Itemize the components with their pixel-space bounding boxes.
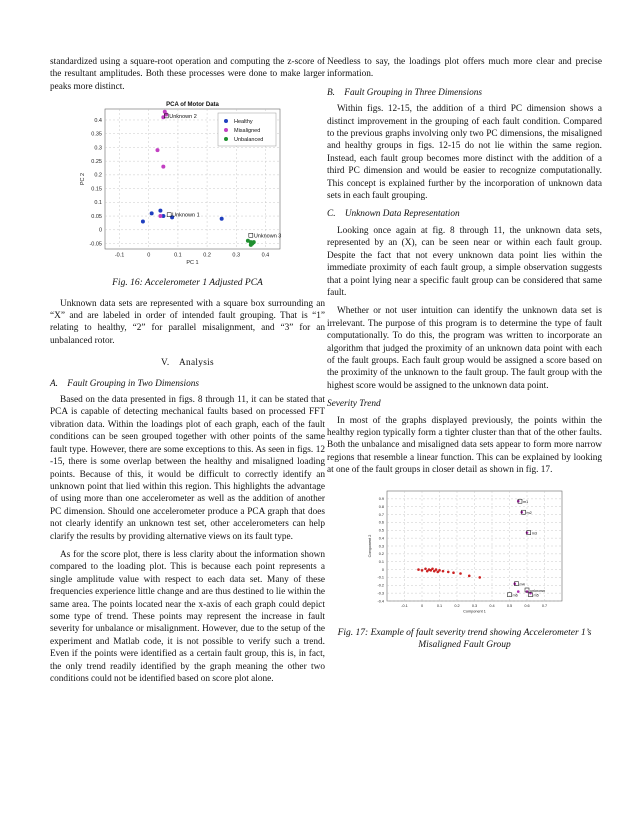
y-tick-label: -0.4 bbox=[377, 598, 384, 603]
paragraph: As for the score plot, there is less clarity about the information shown compared to the loading plot. This is because each point represents a single amplitude value with respect to each data set. Many of these frequencies experience little change and are thus destined to lie within the same area. The points located near the x-axis of each graph could depict some type of trend. These points may represent the increase in fault severity for unbalance or misalignment. However, due to the setup of the experiment and Matlab code, it is not possible to verify such a trend. Even if the points were identified as a certain fault group, this is, in fact, the only trend readily identified by the graph meaning the other two conditions could not be identified based on score plot alone. bbox=[50, 549, 325, 684]
severity-trend-heading: Severity Trend bbox=[327, 399, 381, 410]
y-tick-label: 0.3 bbox=[94, 145, 102, 152]
figure-16 bbox=[50, 99, 325, 277]
data-point bbox=[150, 212, 154, 216]
left-column bbox=[50, 56, 325, 691]
data-point bbox=[249, 243, 253, 247]
legend-marker bbox=[224, 137, 228, 141]
y-tick-label: 0.1 bbox=[378, 559, 384, 564]
x-tick-label: 0.3 bbox=[232, 252, 241, 259]
annotation-label: m2 bbox=[526, 510, 532, 515]
data-point bbox=[252, 240, 256, 244]
data-point bbox=[156, 148, 160, 152]
y-tick-label: 0.2 bbox=[94, 172, 102, 179]
annotation-label: Unknown 2 bbox=[169, 114, 197, 121]
x-tick-label: 0.2 bbox=[203, 252, 211, 259]
x-tick-label: 0.4 bbox=[489, 603, 495, 608]
data-point bbox=[161, 165, 165, 169]
y-tick-label: 0.4 bbox=[94, 118, 102, 125]
paragraph: Unknown data sets are represented with a square box surrounding an “X” and are labeled in order of intended fault grouping. That is “1” relating to healthy, “2” for parallel misalignment, and “3” for an unbalanced rotor. bbox=[50, 298, 325, 346]
data-point bbox=[220, 217, 224, 221]
y-tick-label: 0.9 bbox=[378, 496, 384, 501]
x-tick-label: -0.1 bbox=[401, 603, 408, 608]
data-point bbox=[424, 567, 427, 570]
legend-entry: Healthy bbox=[234, 119, 253, 126]
x-tick-label: 0 bbox=[420, 603, 424, 608]
subsection-heading-c: C. Unknown Data Representation bbox=[327, 209, 460, 220]
annotation-label: m4 bbox=[519, 582, 525, 587]
x-tick-label: 0.3 bbox=[471, 603, 478, 608]
paragraph: In most of the graphs displayed previously, the points within the healthy region typically form a tighter cluster than that of the other faults. Both the unbalance and misaligned data sets appear to form more narrow regions that resemble a linear function. This can be explained by looking at one of the fault groups in closer detail as shown in fig. 17. bbox=[327, 415, 602, 476]
paragraph: Based on the data presented in figs. 8 through 11, it can be stated that PCA is capable of detecting mechanical faults based on processed FFT vibration data. Within the loadings plot of each graph, each of the fault conditions can be seen grouped together with other points of the same fault type. However, there are some exceptions to this. As seen in figs. 12 -15, there is some overlap between the healthy and misaligned loading points. Because of this, it would be difficult to correctly identify an unknown point that lied within this region. This highlights the advantage of using more than one accelerometer as well as the addition of another PC dimension. Should one accelerometer produce a PCA graph that does not clearly identify an unknown test set, other accelerometers can help clarify the results by providing alternative views on its fault type. bbox=[50, 395, 325, 542]
annotation-label: m6 bbox=[512, 593, 518, 598]
data-point bbox=[452, 571, 455, 574]
annotation-label: m3 bbox=[531, 531, 538, 536]
x-tick-label: 0.1 bbox=[174, 252, 182, 259]
y-tick-label: 0 bbox=[98, 227, 102, 234]
annotation-label: Unknown 3 bbox=[253, 233, 282, 240]
x-tick-label: 0.5 bbox=[506, 603, 513, 608]
data-point bbox=[164, 113, 168, 117]
y-tick-label: 0.15 bbox=[91, 186, 102, 193]
y-tick-label: 0.05 bbox=[91, 214, 102, 221]
y-tick-label: 0.25 bbox=[91, 159, 102, 166]
legend-entry: Misaligned bbox=[234, 128, 261, 135]
y-tick-label: -0.05 bbox=[89, 241, 102, 248]
annotation-label: m1 bbox=[523, 499, 529, 504]
subsection-heading-b: B. Fault Grouping in Three Dimensions bbox=[327, 87, 483, 98]
pca-scatter-chart bbox=[50, 99, 325, 277]
y-tick-label: 0.4 bbox=[378, 536, 384, 541]
y-tick-label: 0.5 bbox=[378, 528, 384, 533]
figure-17 bbox=[327, 483, 602, 623]
figure-16-caption: Fig. 16: Accelerometer 1 Adjusted PCA bbox=[112, 278, 263, 289]
paragraph: standardized using a square-root operation and computing the z-score of the resultant amplitudes. Both these processes were done to make larger peaks more distinct. bbox=[50, 57, 325, 92]
data-point bbox=[141, 220, 145, 224]
severity-scatter-chart bbox=[327, 483, 602, 623]
data-point bbox=[158, 209, 162, 213]
y-tick-label: 0.35 bbox=[91, 131, 102, 138]
y-tick-label: -0.1 bbox=[377, 575, 384, 580]
x-tick-label: 0.4 bbox=[261, 252, 270, 259]
y-tick-label: 0.7 bbox=[378, 512, 384, 517]
chart-title: PCA of Motor Data bbox=[166, 102, 219, 109]
paragraph: Needless to say, the loadings plot offers much more clear and precise information. bbox=[327, 57, 602, 80]
data-point bbox=[161, 115, 165, 119]
x-tick-label: 0.1 bbox=[436, 603, 443, 608]
unknown-marker bbox=[249, 233, 253, 237]
x-tick-label: 0 bbox=[147, 252, 151, 259]
paragraph: Looking once again at fig. 8 through 11, the unknown data sets, represented by an (X), can be seen near or within each fault group. Despite the fact that not every unknown data point lies within the immediate proximity of each fault group, a simple observation suggests that a point lying near a specific fault group can be considered that same fault. bbox=[327, 225, 602, 298]
y-tick-label: 0.8 bbox=[378, 504, 384, 509]
subsection-heading-a: A. Fault Grouping in Two Dimensions bbox=[50, 378, 200, 389]
x-axis-label: Component 1 bbox=[463, 609, 486, 614]
x-tick-label: 0.6 bbox=[524, 603, 530, 608]
annotation-label: Unknown 1 bbox=[172, 212, 200, 219]
data-point bbox=[442, 569, 445, 572]
data-point bbox=[468, 574, 471, 577]
annotation-label: m5 bbox=[533, 593, 539, 598]
section-heading: V. Analysis bbox=[161, 358, 214, 369]
figure-17-caption: Fig. 17: Example of fault severity trend showing Accelerometer 1’s Misaligned Fault Group bbox=[337, 627, 592, 650]
data-point bbox=[417, 568, 420, 571]
data-point bbox=[447, 570, 450, 573]
paragraph: Within figs. 12-15, the addition of a third PC dimension shows a distinct improvement in the grouping of each fault condition. Compared to the previous graphs involving only two PC dimensions, the misaligned and healthy groups in figs. 12-15 do not lie within the same region. Instead, each fault group becomes more distinct with the addition of a third PC dimension and would be easier to recognize computationally. This concept is explained further by the incorporation of unknown data sets in each fault grouping. bbox=[327, 104, 602, 202]
x-tick-label: -0.1 bbox=[114, 252, 125, 259]
legend-marker bbox=[224, 119, 228, 123]
data-point bbox=[517, 590, 520, 593]
y-tick-label: 0 bbox=[381, 567, 384, 572]
data-point bbox=[526, 590, 529, 593]
y-axis-label: PC 2 bbox=[80, 173, 86, 186]
data-point bbox=[438, 569, 441, 572]
legend-marker bbox=[224, 128, 228, 132]
data-point bbox=[435, 568, 438, 571]
y-axis-label: Component 2 bbox=[368, 534, 372, 557]
paragraph: Whether or not user intuition can identify the unknown data set is irrelevant. The purpose of this program is to determine the type of fault computationally. To do this, the program was written to incorporate an algorithm that judged the proximity of an unknown data point with each of the fault groups. Each fault group would be assigned a score based on the proximity of the unknown to the fault group. The fault group with the highest score would be assigned to the unknown data point. bbox=[327, 306, 602, 391]
y-tick-label: -0.3 bbox=[377, 591, 384, 596]
data-point bbox=[459, 572, 462, 575]
right-column bbox=[327, 56, 602, 651]
data-point bbox=[421, 569, 424, 572]
y-tick-label: -0.2 bbox=[377, 583, 384, 588]
x-tick-label: 0.2 bbox=[454, 603, 460, 608]
data-point bbox=[158, 214, 162, 218]
x-tick-label: 0.7 bbox=[541, 603, 548, 608]
y-tick-label: 0.1 bbox=[94, 200, 102, 207]
data-point bbox=[431, 567, 434, 570]
legend-entry: Unbalanced bbox=[234, 137, 264, 144]
y-tick-label: 0.6 bbox=[378, 520, 384, 525]
y-tick-label: 0.3 bbox=[378, 543, 384, 548]
data-point bbox=[478, 576, 481, 579]
annotation-label: unknown bbox=[530, 588, 546, 593]
x-axis-label: PC 1 bbox=[186, 260, 199, 267]
y-tick-label: 0.2 bbox=[378, 551, 384, 556]
